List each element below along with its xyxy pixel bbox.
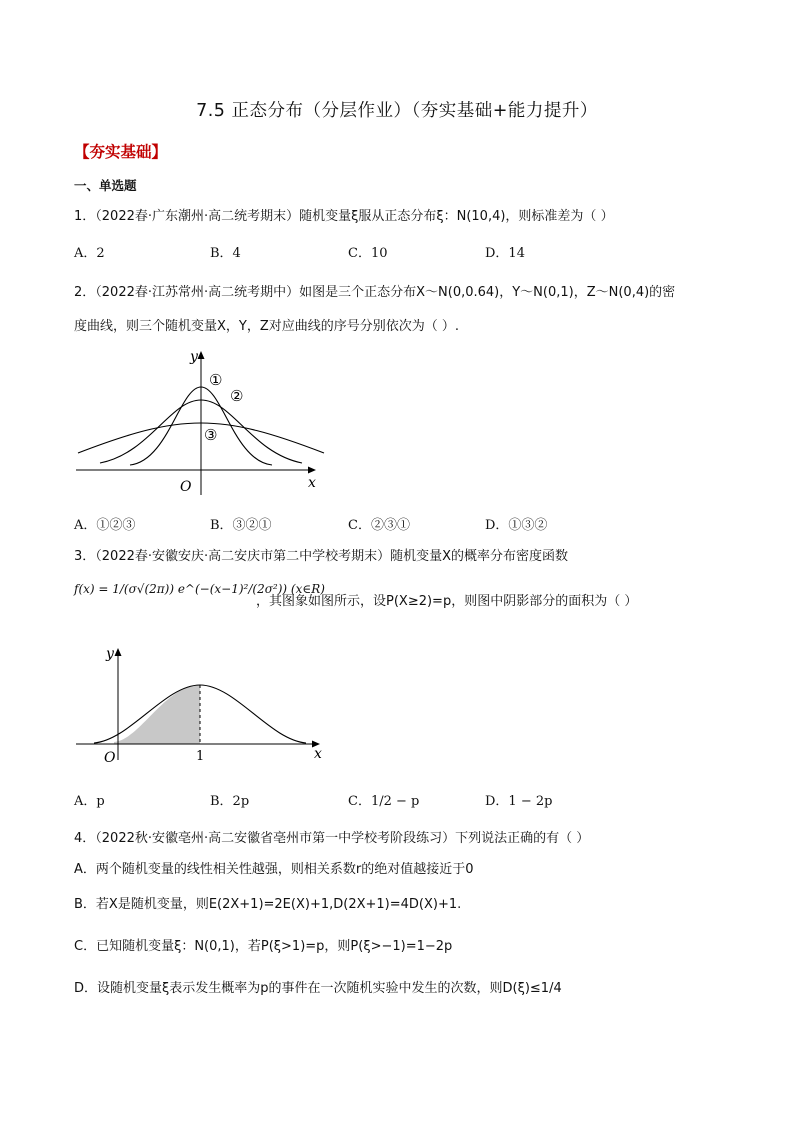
q4-option-c: C．已知随机变量ξ：N(0,1)，若P(ξ>1)=p，则P(ξ>−1)=1−2p <box>74 939 453 954</box>
question-1-text: 1．（2022春·广东潮州·高二统考期末）随机变量ξ服从正态分布ξ：N(10,4)，则标准差为（ ） <box>74 209 614 224</box>
question-3-line1: 3．（2022春·安徽安庆·高二安庆市第二中学校考期末）随机变量X的概率分布密度函数 <box>74 549 569 564</box>
q3-option-c: C．1/2 − p <box>348 794 420 809</box>
q3-option-b: B．2p <box>210 794 250 809</box>
q2-y-arrow <box>198 351 205 359</box>
q2-x-arrow <box>308 467 316 474</box>
q1-option-b: B．4 <box>210 246 241 261</box>
q2-option-d: D．①③② <box>485 518 548 533</box>
page-title: 7.5 正态分布（分层作业）（夯实基础+能力提升） <box>196 101 598 121</box>
q2-label-1: ① <box>209 371 223 389</box>
q3-option-a: A．p <box>74 794 105 809</box>
q4-option-d: D．设随机变量ξ表示发生概率为p的事件在一次随机实验中发生的次数，则D(ξ)≤1/4 <box>74 981 562 996</box>
q2-x-label: x <box>308 475 316 491</box>
question-3-line2: ，其图象如图所示，设P(X≥2)=p，则图中阴影部分的面积为（ ） <box>256 594 638 609</box>
q2-option-a: A．①②③ <box>74 518 136 533</box>
q3-option-d: D．1 − 2p <box>485 794 553 809</box>
q2-density-figure <box>70 345 330 505</box>
section-heading: 【夯实基础】 <box>74 143 168 161</box>
question-2-line2: 度曲线，则三个随机变量X，Y，Z对应曲线的序号分别依次为（ ）. <box>74 319 460 334</box>
q3-origin-label: O <box>104 750 116 766</box>
q3-tick-one: 1 <box>196 749 205 764</box>
question-2-line1: 2．（2022春·江苏常州·高二统考期中）如图是三个正态分布X～N(0,0.64)，Y～N(0,1)，Z～N(0,4)的密 <box>74 285 676 300</box>
q3-shaded-area <box>114 685 200 744</box>
q2-origin-label: O <box>180 479 192 495</box>
subsection-heading: 一、单选题 <box>74 178 137 193</box>
q2-option-b: B．③②① <box>210 518 272 533</box>
q2-label-3: ③ <box>204 426 218 444</box>
q3-formula: f(x) = 1/(σ√(2π)) e^(−(x−1)²/(2σ²)) (x∈R) <box>74 582 325 596</box>
q2-option-c: C．②③① <box>348 518 410 533</box>
q1-option-a: A．2 <box>74 246 105 261</box>
question-4-text: 4．（2022秋·安徽亳州·高二安徽省亳州市第一中学校考阶段练习）下列说法正确的有（ ） <box>74 831 590 846</box>
q4-option-a: A．两个随机变量的线性相关性越强，则相关系数r的绝对值越接近于0 <box>74 862 474 877</box>
q3-x-label: x <box>314 746 322 762</box>
q1-option-c: C．10 <box>348 246 388 261</box>
q3-y-arrow <box>115 648 122 656</box>
q2-y-label: y <box>190 349 198 365</box>
q3-density-figure <box>70 640 340 770</box>
q3-y-label: y <box>106 646 114 662</box>
q4-option-b: B．若X是随机变量，则E(2X+1)=2E(X)+1,D(2X+1)=4D(X)+1. <box>74 897 462 912</box>
q2-label-2: ② <box>230 387 244 405</box>
q1-option-d: D．14 <box>485 246 525 261</box>
